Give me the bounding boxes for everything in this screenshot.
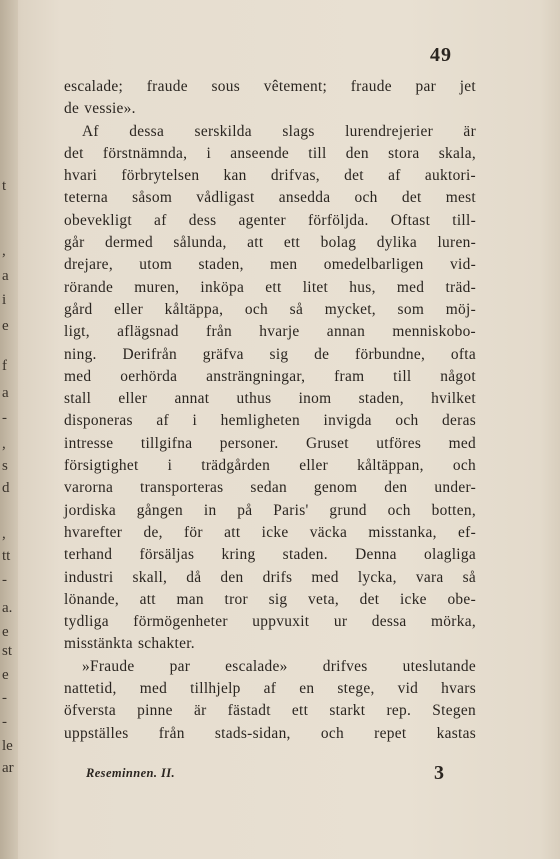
text-line: ligt, aflägsnad från hvarje annan menniskobo-	[64, 323, 476, 341]
margin-mark: -	[2, 690, 7, 706]
sheet-number: 3	[434, 762, 444, 784]
margin-mark: ,	[2, 436, 6, 452]
text-line: stall eller annat uthus inom staden, hvilket	[64, 390, 476, 408]
margin-mark: -	[2, 410, 7, 426]
margin-mark: a	[2, 385, 9, 401]
text-line: jordiska gången in på Paris' grund och botten,	[64, 501, 476, 519]
text-line: terhand försäljas kring staden. Denna olagliga	[64, 546, 476, 564]
text-line: tydliga förmögenheter uppvuxit ur dessa mörka,	[64, 613, 476, 631]
printer-signature: Reseminnen. II.	[86, 766, 176, 780]
text-line: varorna transporteras sedan genom den under-	[64, 479, 476, 497]
page-footer	[86, 764, 444, 786]
margin-mark: ,	[2, 526, 6, 542]
text-line: industri skall, då den drifs med lycka, vara så	[64, 568, 476, 586]
text-line: disponeras af i hemligheten invigda och deras	[64, 412, 476, 430]
text-line: rörande muren, inköpa ett litet hus, med träd-	[64, 278, 476, 296]
margin-mark: i	[2, 292, 7, 308]
text-line: med oerhörda ansträngningar, fram till något	[64, 367, 476, 385]
text-line: Af dessa serskilda slags lurendrejerier är	[82, 122, 476, 140]
text-line: intresse tillgifna personer. Gruset utföres med	[64, 434, 476, 452]
text-line: misstänkta schakter.	[64, 635, 195, 653]
text-line: gård eller kåltäppa, och så mycket, som möj-	[64, 300, 476, 318]
margin-mark: -	[2, 714, 7, 730]
margin-mark: e	[2, 624, 9, 640]
text-line: uppställes från stads-sidan, och repet kastas	[64, 724, 476, 742]
margin-mark: t	[2, 178, 7, 194]
margin-mark: ,	[2, 243, 6, 259]
text-line: obevekligt af dess agenter förföljda. Oftast till-	[64, 211, 476, 229]
text-line: försigtighet i trädgården eller kåltäppan, och	[64, 457, 476, 475]
text-line: öfversta pinne är fästadt ett starkt rep. Stegen	[64, 702, 476, 720]
text-line: ning. Derifrån gräfva sig de förbundne, ofta	[64, 345, 476, 363]
body-text	[64, 76, 476, 745]
margin-mark: s	[2, 458, 8, 474]
page-number: 49	[430, 44, 452, 66]
text-line: »Fraude par escalade» drifves uteslutande	[82, 657, 476, 675]
margin-mark: e	[2, 318, 9, 334]
text-line: escalade; fraude sous vêtement; fraude par jet	[64, 78, 476, 95]
text-line: lönande, att man tror sig veta, det icke obe-	[64, 590, 476, 608]
text-line: drejare, utom staden, men omedelbarligen vid-	[64, 256, 476, 274]
text-line: går dermed sålunda, att ett bolag dylika luren-	[64, 234, 476, 252]
text-line: det förstnämnda, i anseende till den stora skala,	[64, 144, 476, 162]
margin-mark: a.	[2, 600, 13, 616]
text-line: de vessie».	[64, 100, 136, 118]
margin-mark: e	[2, 667, 9, 683]
text-line: hvari förbrytelsen kan drifvas, det af auktori-	[64, 167, 476, 185]
margin-mark: d	[2, 480, 10, 496]
text-line: teterna såsom vådligast ansedda och det mest	[64, 189, 476, 207]
text-line: hvarefter de, för att icke väcka misstanka, ef-	[64, 523, 476, 541]
margin-mark: ar	[2, 760, 14, 776]
margin-mark: -	[2, 572, 7, 588]
margin-mark: a	[2, 268, 9, 284]
text-line: nattetid, med tillhjelp af en stege, vid hvars	[64, 680, 476, 698]
margin-mark: f	[2, 358, 7, 374]
margin-mark: st	[2, 643, 13, 659]
margin-mark: tt	[2, 548, 11, 564]
margin-mark: le	[2, 738, 13, 754]
